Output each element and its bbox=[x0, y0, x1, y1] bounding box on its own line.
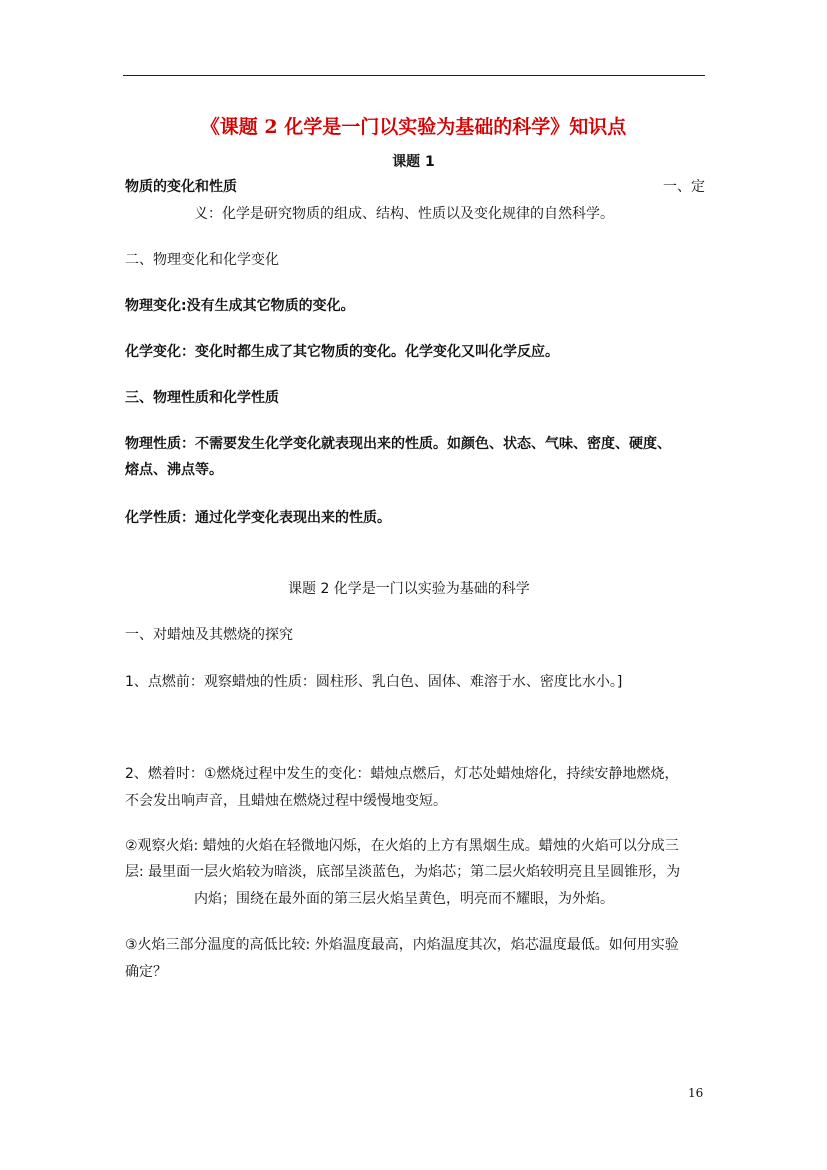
flame-observation-line2: 层: 最里面一层火焰较为暗淡，底部呈淡蓝色，为焰芯；第二层火焰较明亮且呈圆锥形，为 bbox=[125, 864, 681, 880]
physical-property-line1: 物理性质：不需要发生化学变化就表现出来的性质。如颜色、状态、气味、密度、硬度、 bbox=[125, 436, 671, 452]
document-subtitle: 课题 1 bbox=[392, 154, 435, 170]
chemical-property: 化学性质：通过化学变化表现出来的性质。 bbox=[125, 510, 391, 526]
section3-heading: 三、物理性质和化学性质 bbox=[125, 390, 279, 406]
page-number: 16 bbox=[688, 1086, 704, 1100]
section2-heading: 二、物理变化和化学变化 bbox=[125, 252, 279, 268]
physical-change: 物理变化:没有生成其它物质的变化。 bbox=[125, 298, 355, 314]
definition-prefix: 一、定 bbox=[663, 179, 705, 195]
flame-observation-line3: 内焰；围绕在最外面的第三层火焰呈黄色，明亮而不耀眼，为外焰。 bbox=[194, 891, 614, 907]
definition-text: 义：化学是研究物质的组成、结构、性质以及变化规律的自然科学。 bbox=[194, 206, 614, 222]
candle-burning-line1: 2、燃着时：①燃烧过程中发生的变化：蜡烛点燃后，灯芯处蜡烛熔化，持续安静地燃烧， bbox=[125, 766, 679, 782]
flame-temperature-line1: ③火焰三部分温度的高低比较: 外焰温度最高，内焰温度其次，焰芯温度最低。如何用实验 bbox=[125, 937, 679, 953]
candle-burning-line2: 不会发出响声音，且蜡烛在燃烧过程中缓慢地变短。 bbox=[125, 793, 447, 809]
chemical-change: 化学变化：变化时都生成了其它物质的变化。化学变化又叫化学反应。 bbox=[125, 344, 559, 360]
flame-temperature-line2: 确定？ bbox=[125, 964, 167, 980]
document-title: 《课题 2 化学是一门以实验为基础的科学》知识点 bbox=[200, 116, 627, 138]
section1-heading: 物质的变化和性质 bbox=[125, 179, 237, 195]
candle-before-lighting: 1、点燃前：观察蜡烛的性质：圆柱形、乳白色、固体、难溶于水、密度比水小。] bbox=[125, 674, 623, 690]
flame-observation-line1: ②观察火焰: 蜡烛的火焰在轻微地闪烁，在火焰的上方有黑烟生成。蜡烛的火焰可以分成三 bbox=[125, 838, 679, 854]
part2-title: 课题 2 化学是一门以实验为基础的科学 bbox=[288, 581, 530, 597]
part2-heading: 一、对蜡烛及其燃烧的探究 bbox=[125, 627, 293, 643]
physical-property-line2: 熔点、沸点等。 bbox=[125, 462, 223, 478]
header-rule bbox=[123, 75, 705, 76]
